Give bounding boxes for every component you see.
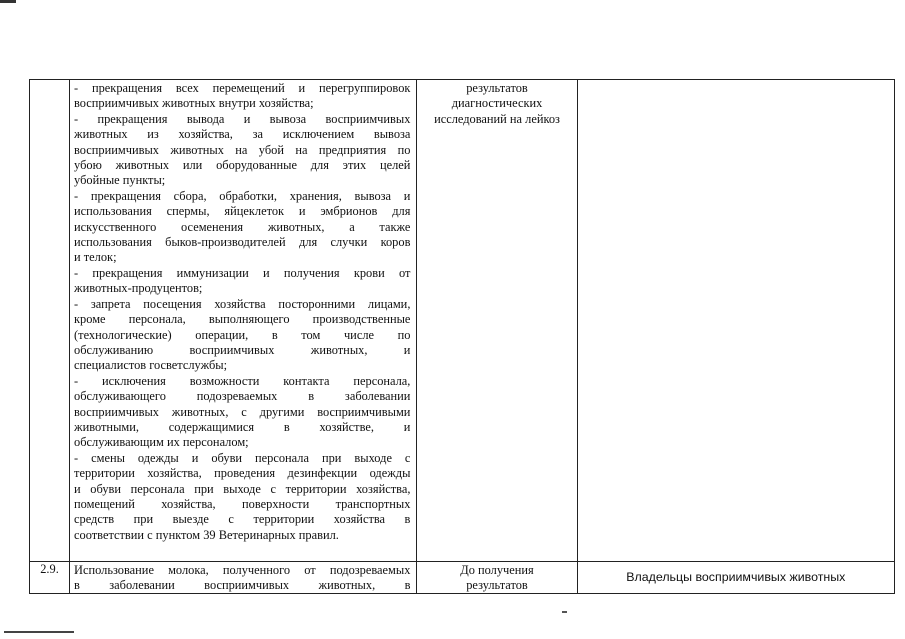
text-line: животных из хозяйства, за исключением вывоза xyxy=(74,127,411,142)
table-row-continuation xyxy=(30,80,895,562)
text-line: исследований на лейкоз xyxy=(434,111,560,126)
text-line: восприимчивых животных, с другими восприимчивыми xyxy=(74,404,411,419)
text-line: в заболевании восприимчивых животных, в xyxy=(74,578,411,593)
text-line: использования спермы, яйцеклеток и эмбрионов для xyxy=(74,204,411,219)
text-line: убойные пункты; xyxy=(74,173,166,188)
text-line: результатов xyxy=(466,578,528,593)
text-line: восприимчивых животных внутри хозяйства; xyxy=(74,96,314,111)
text-line: обслуживанию восприимчивых животных, и xyxy=(74,342,411,357)
text-line: и телок; xyxy=(74,250,117,265)
scan-speck xyxy=(562,611,567,613)
action-cell xyxy=(70,562,417,594)
text-line: восприимчивых животных на убой на предприятия по xyxy=(74,142,411,157)
number-cell xyxy=(30,562,70,594)
text-line: животными, содержащимися в хозяйстве, и xyxy=(74,419,411,434)
text-line: животных-продуцентов; xyxy=(74,281,203,296)
term-text xyxy=(417,562,576,593)
text-line: (технологические) операции, в том числе по xyxy=(74,327,411,342)
text-line: диагностических xyxy=(451,96,543,111)
text-line: - смены одежды и обуви персонала при выходе с xyxy=(74,450,411,465)
text-line: искусственного осеменения животных, а также xyxy=(74,219,411,234)
number-cell xyxy=(30,80,70,562)
text-line: средств при выезде с территории хозяйства в xyxy=(74,512,411,527)
text-line: - прекращения иммунизации и получения крови от xyxy=(74,265,411,280)
responsible-cell xyxy=(577,562,894,594)
text-line: соответствии с пунктом 39 Ветеринарных правил. xyxy=(74,527,339,542)
table-row-2-9 xyxy=(30,562,895,594)
action-text xyxy=(70,80,416,543)
text-line: До получения xyxy=(460,563,534,577)
text-line: кроме персонала, выполняющего производственные xyxy=(74,312,411,327)
text-line: территории хозяйства, проведения дезинфекции одежды xyxy=(74,466,411,481)
term-text xyxy=(417,80,576,127)
text-line: убою животных или оборудованные для этих целей xyxy=(74,158,411,173)
text-line: - прекращения сбора, обработки, хранения, вывоза и xyxy=(74,188,411,203)
text-line: - прекращения всех перемещений и перегруппировок xyxy=(74,81,411,95)
responsible-cell xyxy=(577,80,894,562)
text-line: и обуви персонала при выходе с территории хозяйства, xyxy=(74,481,411,496)
row-number: 2.9. xyxy=(40,562,59,576)
text-line: помещений хозяйства, поверхности транспортных xyxy=(74,496,411,511)
text-line: - исключения возможности контакта персонала, xyxy=(74,373,411,388)
text-line: - запрета посещения хозяйства посторонними лицами, xyxy=(74,296,411,311)
text-line: специалистов госветслужбы; xyxy=(74,358,228,373)
text-line: обслуживающего подозреваемых в заболевании xyxy=(74,389,411,404)
measures-table xyxy=(29,79,895,594)
term-cell xyxy=(417,80,577,562)
scan-edge-mark xyxy=(4,631,74,633)
text-line: обслуживающим их персоналом; xyxy=(74,435,249,450)
term-cell xyxy=(417,562,577,594)
text-line: Использование молока, полученного от подозреваемых xyxy=(74,563,411,577)
text-line: использования быков-производителей для случки коров xyxy=(74,235,411,250)
responsible-text: Владельцы восприимчивых животных xyxy=(626,569,846,584)
action-cell xyxy=(70,80,417,562)
text-line: результатов xyxy=(466,81,528,95)
text-line: - прекращения вывода и вывоза восприимчивых xyxy=(74,111,411,126)
action-text xyxy=(70,562,416,593)
scan-edge-mark xyxy=(0,0,16,3)
